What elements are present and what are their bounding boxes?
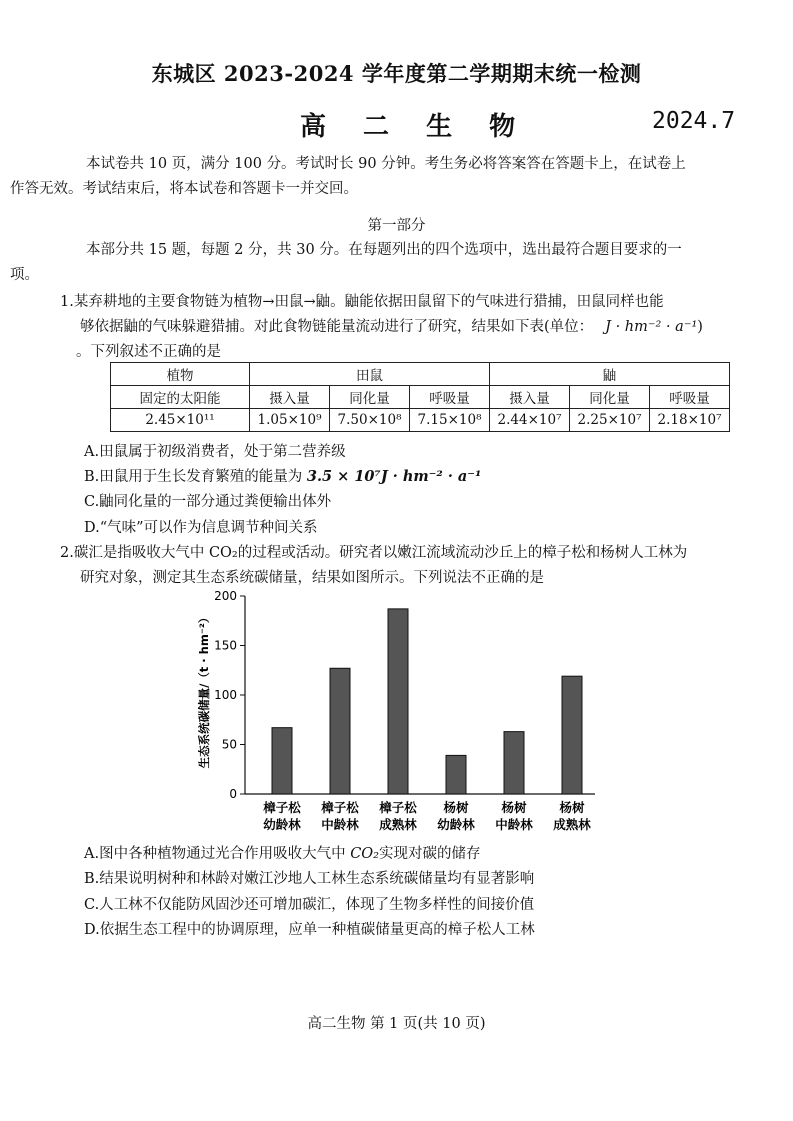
y-tick-label: 0 — [229, 787, 237, 801]
question-2 — [60, 541, 760, 591]
q1-option-b-text: B.田鼠用于生长发育繁殖的能量为 — [84, 469, 303, 485]
exam-title: 东城区 2023-2024 学年度第二学期期末统一检测 — [151, 61, 642, 86]
y-tick-label: 50 — [221, 737, 237, 752]
q1-option-b-math: 3.5 × 10⁷J · hm⁻² · a⁻¹ — [306, 468, 482, 485]
chart-y-axis-label: 生态系统碳储量/（t · hm⁻²） — [197, 611, 211, 769]
chart-bar — [272, 728, 292, 794]
q1-stem-line2 — [60, 315, 760, 340]
subheader-cell: 同化量 — [330, 386, 410, 409]
q1-stem-line2-text: 够依据鼬的气味躲避猎捕。对此食物链能量流动进行了研究，结果如下表(单位： — [80, 319, 594, 335]
subheader-cell: 呼吸量 — [650, 386, 730, 409]
q1-option-b — [84, 465, 481, 486]
table-subheader-row — [111, 386, 730, 409]
subheader-cell: 同化量 — [570, 386, 650, 409]
q1-option-d: D.“气味”可以作为信息调节种间关系 — [84, 520, 318, 536]
table-cell: 2.25×10⁷ — [570, 409, 650, 432]
instructions — [10, 152, 758, 202]
x-tick-label: 杨树 — [501, 800, 527, 815]
instructions-line2: 作答无效。考试结束后，将本试卷和答题卡一并交回。 — [10, 181, 358, 197]
subject-title: 高 二 生 物 — [300, 112, 530, 142]
subheader-cell: 摄入量 — [490, 386, 570, 409]
y-tick-label: 100 — [214, 688, 237, 702]
table-cell: 1.05×10⁹ — [250, 409, 330, 432]
table-cell: 2.18×10⁷ — [650, 409, 730, 432]
subheader-cell: 呼吸量 — [410, 386, 490, 409]
q2-option-a-math: CO₂ — [350, 846, 379, 862]
chart-bar — [562, 676, 582, 794]
x-tick-label: 中龄林 — [495, 817, 533, 832]
x-tick-label: 成熟林 — [379, 817, 417, 832]
x-tick-label: 幼龄林 — [437, 817, 475, 832]
x-tick-label: 中龄林 — [321, 817, 359, 832]
q1-unit: J · hm⁻² · a⁻¹ — [605, 319, 698, 335]
question-1 — [60, 290, 760, 365]
chart-bar — [330, 668, 350, 794]
q1-option-a: A.田鼠属于初级消费者，处于第二营养级 — [84, 444, 346, 460]
table-cell: 2.44×10⁷ — [490, 409, 570, 432]
q2-option-c: C.人工林不仅能防风固沙还可增加碳汇，体现了生物多样性的间接价值 — [84, 897, 535, 913]
chart-bar — [504, 732, 524, 794]
x-tick-label: 樟子松 — [321, 800, 359, 815]
x-tick-label: 成熟林 — [553, 817, 591, 832]
q2-stem-line1: 2.碳汇是指吸收大气中 CO₂的过程或活动。研究者以嫩江流域流动沙丘上的樟子松和杨树人工林为 — [60, 545, 688, 561]
x-tick-label: 樟子松 — [379, 800, 417, 815]
table-cell: 7.15×10⁸ — [410, 409, 490, 432]
q2-stem-line2: 研究对象，测定其生态系统碳储量，结果如图所示。下列说法不正确的是 — [80, 570, 544, 586]
page-footer: 高二生物 第 1 页(共 10 页) — [307, 1016, 486, 1032]
table-header-row — [111, 363, 730, 386]
chart-bar — [388, 609, 408, 794]
section-desc-line2: 项。 — [10, 267, 39, 283]
q1-stem-line3: 。下列叙述不正确的是 — [76, 344, 221, 360]
exam-date: 2024.7 — [652, 108, 736, 134]
header-weasel: 鼬 — [490, 363, 730, 386]
section-description — [10, 238, 758, 288]
x-tick-label: 樟子松 — [263, 800, 301, 815]
header-plant: 植物 — [111, 363, 250, 386]
table-cell: 2.45×10¹¹ — [111, 409, 250, 432]
q2-option-a-text: A.图中各种植物通过光合作用吸收大气中 — [84, 846, 346, 862]
table-cell: 7.50×10⁸ — [330, 409, 410, 432]
x-tick-label: 幼龄林 — [263, 817, 301, 832]
subheader-plant: 固定的太阳能 — [111, 386, 250, 409]
energy-table — [110, 362, 730, 432]
q2-option-a — [84, 842, 481, 863]
instructions-line1: 本试卷共 10 页，满分 100 分。考试时长 90 分钟。考生务必将答案答在答题卡上，在试卷上 — [86, 156, 686, 172]
carbon-storage-chart — [195, 588, 605, 836]
section-title: 第一部分 — [367, 218, 426, 234]
q1-stem-line1: 1.某弃耕地的主要食物链为植物→田鼠→鼬。鼬能依据田鼠留下的气味进行猎捕，田鼠同样也能 — [60, 294, 664, 310]
y-tick-label: 150 — [214, 638, 237, 653]
section-desc-line1: 本部分共 15 题，每题 2 分，共 30 分。在每题列出的四个选项中，选出最符合题目要求的一 — [86, 242, 682, 258]
q1-option-c: C.鼬同化量的一部分通过粪便输出体外 — [84, 494, 332, 510]
q2-option-a-post: 实现对碳的储存 — [379, 846, 481, 862]
x-tick-label: 杨树 — [559, 800, 585, 815]
y-tick-label: 200 — [214, 589, 237, 603]
table-row — [111, 409, 730, 432]
q1-stem-line2-close: ) — [697, 319, 703, 335]
q2-option-b: B.结果说明树种和林龄对嫩江沙地人工林生态系统碳储量均有显著影响 — [84, 871, 535, 887]
q2-option-d: D.依据生态工程中的协调原理，应单一种植碳储量更高的樟子松人工林 — [84, 922, 535, 938]
x-tick-label: 杨树 — [443, 800, 469, 815]
header-mouse: 田鼠 — [250, 363, 490, 386]
subheader-cell: 摄入量 — [250, 386, 330, 409]
chart-bar — [446, 755, 466, 794]
